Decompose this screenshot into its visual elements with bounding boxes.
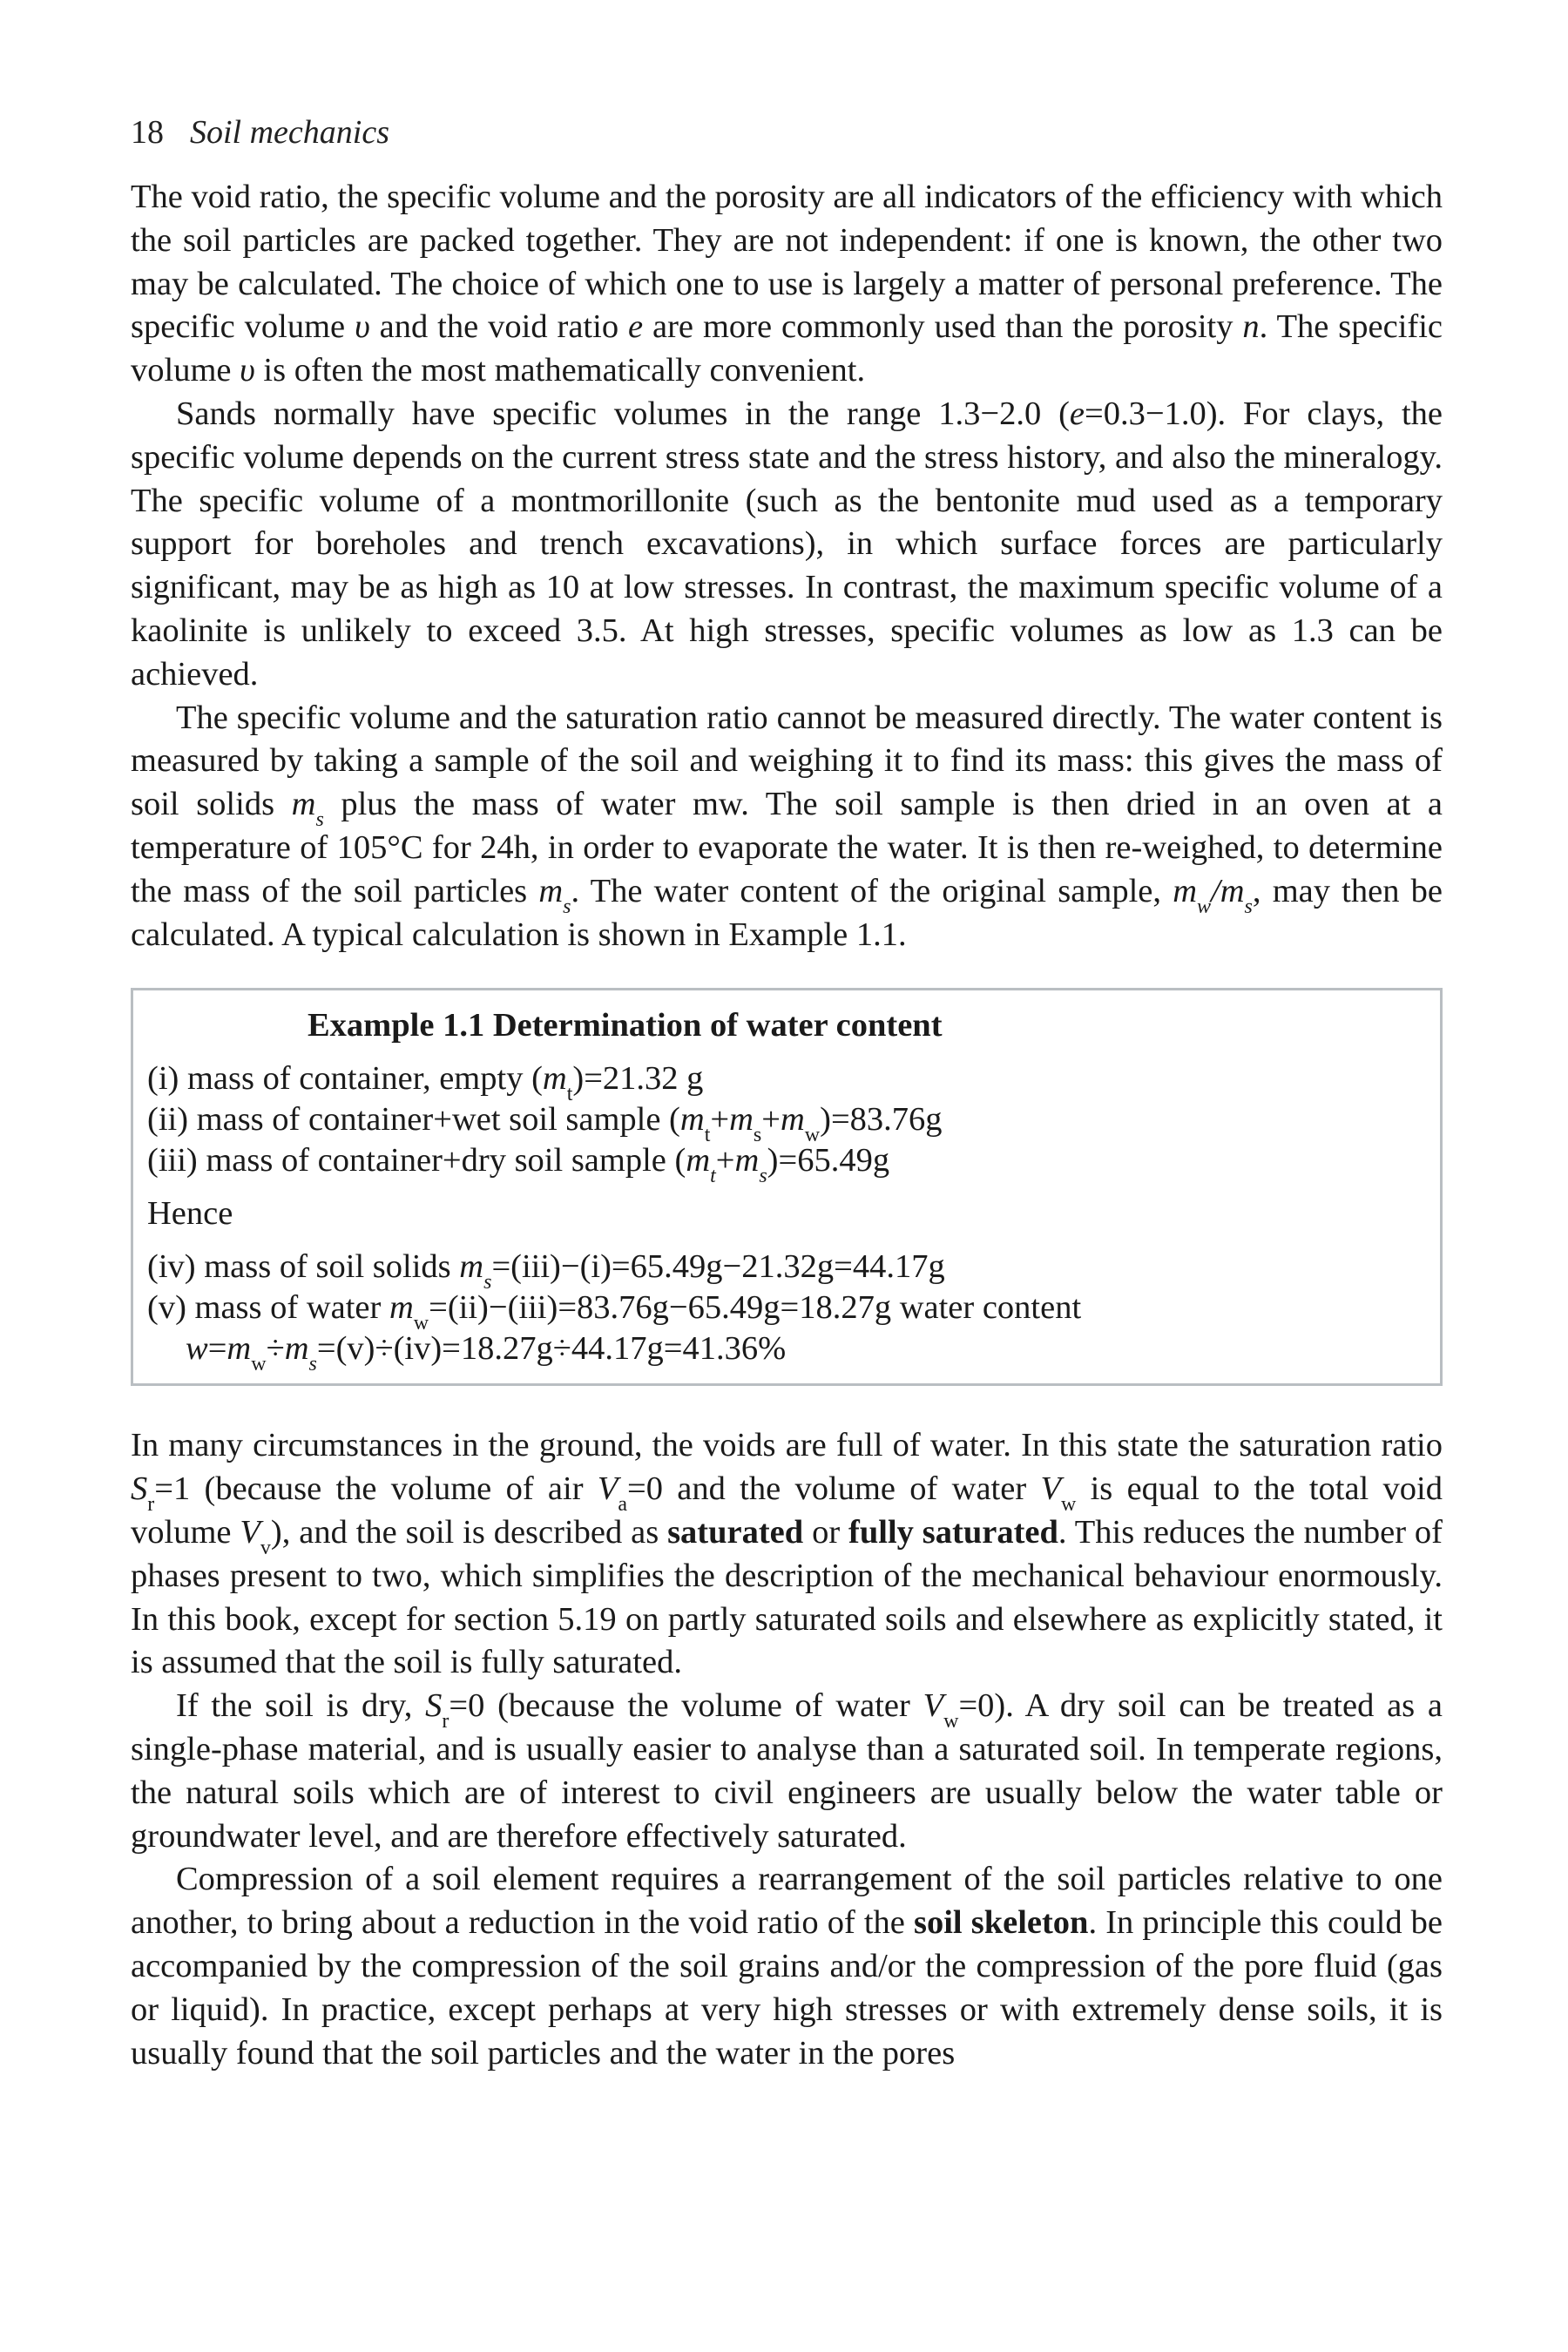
- page-number: 18: [131, 114, 164, 151]
- example-line-iv: (iv) mass of soil solids $m_s=(iii)-(i)=65.49g-21.32g=44.17g$: [147, 1248, 945, 1294]
- example-line-i: (i) mass of container, empty $(m_t)=21.32$ g: [147, 1060, 704, 1106]
- example-line-v: (v) mass of water $m_w=(ii)-(iii)=83.76g-65.49g=18.27g$ water content: [147, 1289, 1082, 1335]
- paragraph-1: The void ratio, the specific volume and the porosity are all indicators of the efficiency with which the soil particles are packed together. They are not independent: if one is known, the other two may be calculated. The choice of which one to use is largely a matter of personal preference. The specific volume υ and the void ratio e are more commonly used than the porosity n. The specific volume υ is often the most mathematically convenient.: [131, 179, 1443, 389]
- example-box: [131, 988, 1443, 1386]
- running-head-title: Soil mechanics: [190, 114, 390, 151]
- example-hence: Hence: [147, 1195, 233, 1233]
- paragraph-3: The specific volume and the saturation ratio cannot be measured directly. The water content is measured by taking a sample of the soil and weighing it to find its mass: this gives the mass of soil solids $m_s$ plus the mass of water mw. The soil sample is then dried in an oven at a temperature of 105°C for 24h, in order to evaporate the water. It is then re-weighed, to determine the mass of the soil particles $m_s$. The water content of the original sample, $m_w/m_s$, may then be calculated. A typical calculation is shown in Example 1.1.: [131, 699, 1443, 953]
- term-saturated: saturated: [667, 1513, 804, 1551]
- paragraph-6: Compression of a soil element requires a rearrangement of the soil particles relative to one another, to bring about a reduction in the void ratio of the soil skeleton. In principle this could be accompanied by the compression of the soil grains and/or the compression of the pore fluid (gas or liquid). In practice, except perhaps at very high stresses or with extremely dense soils, it is usually found that the soil particles and the water in the pores: [131, 1861, 1443, 2072]
- running-head: [131, 112, 1443, 153]
- example-title: Example 1.1 Determination of water content: [308, 1007, 943, 1044]
- term-fully-saturated: fully saturated: [848, 1513, 1058, 1551]
- example-line-iii: (iii) mass of container+dry soil sample $(m_t+m_s)=65.49g$: [147, 1142, 890, 1188]
- paragraph-5: If the soil is dry, $S_r=0$ (because the volume of water $V_w=0$). A dry soil can be treated as a single-phase material, and is usually easier to analyse than a saturated soil. In temperate regions, the natural soils which are of interest to civil engineers are usually below the water table or groundwater level, and are therefore effectively saturated.: [131, 1687, 1443, 1855]
- example-line-ii: (ii) mass of container+wet soil sample $(m_t+m_s+m_w)=83.76g$: [147, 1101, 943, 1147]
- term-soil-skeleton: soil skeleton: [914, 1904, 1089, 1942]
- paragraph-4: In many circumstances in the ground, the voids are full of water. In this state the saturation ratio $S_r=1$ (because the volume of air $V_a=0$ and the volume of water $V_w$ is equal to the total void volume $V_v$), and the soil is described as saturated or fully saturated. This reduces the number of phases present to two, which simplifies the description of the mechanical behaviour enormously. In this book, except for section 5.19 on partly saturated soils and elsewhere as explicitly stated, it is assumed that the soil is fully saturated.: [131, 1427, 1443, 1681]
- paragraph-2: Sands normally have specific volumes in the range 1.3−2.0 (e=0.3−1.0). For clays, the specific volume depends on the current stress state and the stress history, and also the mineralogy. The specific volume of a montmorillonite (such as the bentonite mud used as a temporary support for boreholes and trench excavations), in which surface forces are particularly significant, may be as high as 10 at low stresses. In contrast, the maximum specific volume of a kaolinite is unlikely to exceed 3.5. At high stresses, specific volumes as low as 1.3 can be achieved.: [131, 395, 1443, 693]
- book-page: [131, 112, 1443, 2075]
- example-water-content-formula: $w=m_w\div m_s=(v)\div(iv)=18.27g\div 44.17g=41.36\%$: [186, 1330, 787, 1376]
